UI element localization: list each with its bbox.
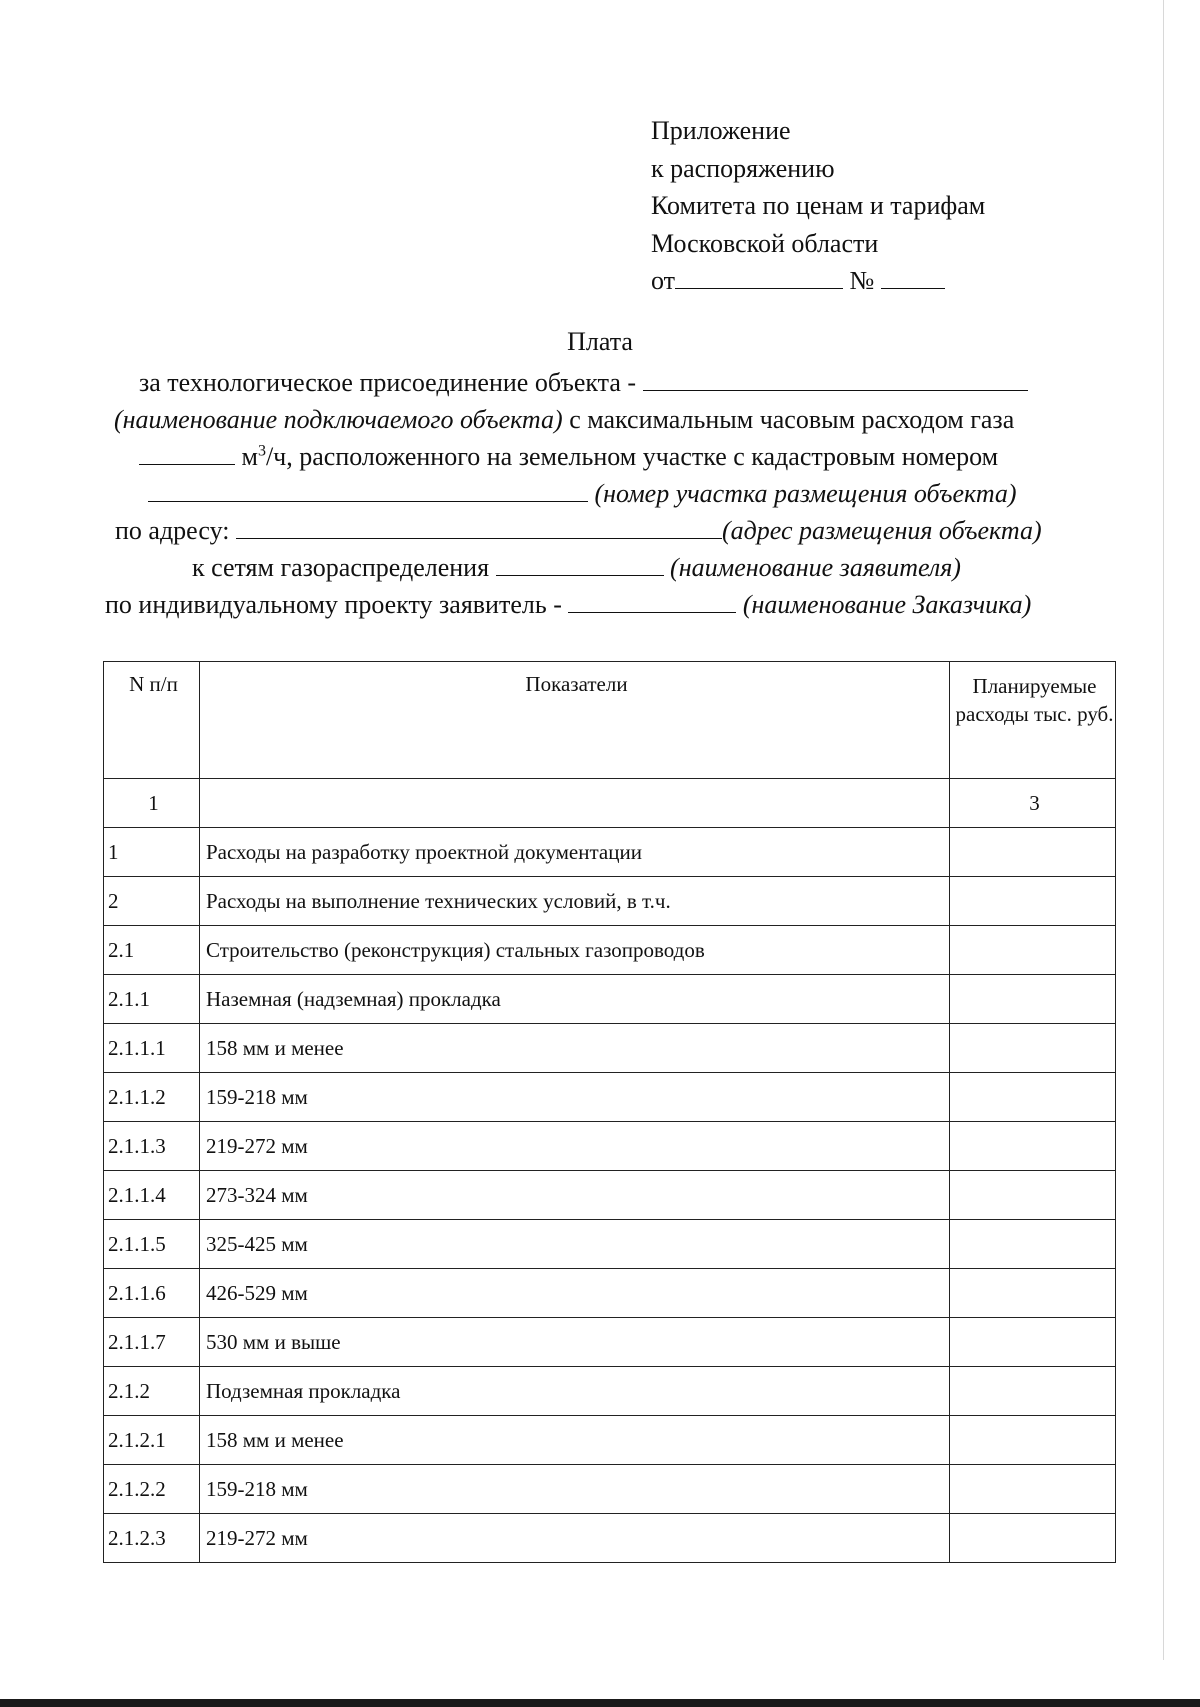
row-planned-cost <box>950 828 1116 877</box>
row-number: 2.1.2 <box>104 1367 200 1416</box>
row-planned-cost <box>950 1269 1116 1318</box>
row-number: 2.1.1.1 <box>104 1024 200 1073</box>
unit-text: м <box>235 442 258 471</box>
document-title: Плата <box>567 327 633 356</box>
row-indicator: 273-324 мм <box>200 1171 950 1220</box>
title-line-2 <box>114 402 1014 438</box>
title-line-7 <box>105 587 1031 623</box>
address-blank <box>236 518 722 539</box>
number-blank <box>881 268 945 289</box>
number-sign: № <box>849 266 875 295</box>
row-indicator: 219-272 мм <box>200 1122 950 1171</box>
row-number: 2.1.2.1 <box>104 1416 200 1465</box>
row-planned-cost <box>950 1416 1116 1465</box>
row-indicator: 219-272 мм <box>200 1514 950 1563</box>
customer-blank <box>568 592 736 613</box>
table-body <box>104 828 1116 1563</box>
title-text: /ч, расположенного на земельном участке с кадастровым номером <box>265 442 999 471</box>
title-text: по индивидуальному проекту заявитель - <box>105 590 562 619</box>
annex-line: Комитета по ценам и тарифам <box>651 191 986 220</box>
annex-block <box>651 112 985 300</box>
scan-edge-line <box>1163 0 1164 1660</box>
object-name-hint: (наименование подключаемого объекта) <box>114 405 563 434</box>
row-number: 2.1.1.3 <box>104 1122 200 1171</box>
title-line-1 <box>139 365 1028 401</box>
row-number: 2.1.2.2 <box>104 1465 200 1514</box>
annex-date-line <box>651 262 985 300</box>
annex-line: Московской области <box>651 228 879 258</box>
row-number: 2 <box>104 877 200 926</box>
table-row <box>104 975 1116 1024</box>
row-planned-cost <box>950 1465 1116 1514</box>
row-indicator: 325-425 мм <box>200 1220 950 1269</box>
row-indicator: Расходы на выполнение технических условий, в т.ч. <box>200 877 950 926</box>
row-indicator: 158 мм и менее <box>200 1416 950 1465</box>
row-planned-cost <box>950 1171 1116 1220</box>
table-row <box>104 1367 1116 1416</box>
header-num: N п/п <box>104 662 200 779</box>
row-number: 2.1.1.6 <box>104 1269 200 1318</box>
row-number: 2.1.1.2 <box>104 1073 200 1122</box>
table-row <box>104 1220 1116 1269</box>
row-number: 2.1.1.5 <box>104 1220 200 1269</box>
row-number: 2.1.2.3 <box>104 1514 200 1563</box>
table-row <box>104 1416 1116 1465</box>
title-line-5 <box>115 513 1042 549</box>
row-indicator: Расходы на разработку проектной документации <box>200 828 950 877</box>
row-number: 2.1.1.4 <box>104 1171 200 1220</box>
table-index-row <box>104 779 1116 828</box>
scan-bottom-bar <box>0 1699 1200 1707</box>
row-indicator: Строительство (реконструкция) стальных газопроводов <box>200 926 950 975</box>
object-blank <box>643 370 1028 391</box>
plot-number-hint: (номер участка размещения объекта) <box>594 479 1017 508</box>
customer-hint: (наименование Заказчика) <box>742 590 1032 619</box>
row-planned-cost <box>950 1024 1116 1073</box>
annex-line: Приложение <box>651 116 791 145</box>
header-cost: Планируемые расходы тыс. руб. <box>950 662 1116 779</box>
table-header-row <box>104 662 1116 779</box>
title-text: за технологическое присоединение объекта - <box>139 368 637 397</box>
table-row <box>104 1318 1116 1367</box>
row-indicator: 530 мм и выше <box>200 1318 950 1367</box>
index-cell <box>200 779 950 828</box>
row-planned-cost <box>950 1367 1116 1416</box>
title-text: по адресу: <box>115 516 230 545</box>
row-number: 1 <box>104 828 200 877</box>
row-planned-cost <box>950 1073 1116 1122</box>
table-row <box>104 1171 1116 1220</box>
row-planned-cost <box>950 926 1116 975</box>
row-indicator: Наземная (надземная) прокладка <box>200 975 950 1024</box>
row-indicator: 159-218 мм <box>200 1073 950 1122</box>
row-indicator: 158 мм и менее <box>200 1024 950 1073</box>
gas-flow-blank <box>139 444 235 465</box>
date-blank <box>675 268 843 289</box>
title-line-4 <box>148 476 1017 512</box>
title-text: с максимальным часовым расходом газа <box>562 405 1015 434</box>
table-row <box>104 1269 1116 1318</box>
unit-superscript: 3 <box>257 442 266 460</box>
row-indicator: 159-218 мм <box>200 1465 950 1514</box>
applicant-blank <box>496 555 664 576</box>
header-indicators: Показатели <box>200 662 950 779</box>
table-row <box>104 1024 1116 1073</box>
table-row <box>104 1465 1116 1514</box>
row-planned-cost <box>950 1122 1116 1171</box>
table-row <box>104 1073 1116 1122</box>
index-cell: 3 <box>950 779 1116 828</box>
title-text: к сетям газораспределения <box>192 553 490 582</box>
date-prefix: от <box>651 266 676 295</box>
row-number: 2.1 <box>104 926 200 975</box>
row-planned-cost <box>950 1514 1116 1563</box>
row-planned-cost <box>950 1220 1116 1269</box>
applicant-hint: (наименование заявителя) <box>670 553 961 582</box>
annex-line: к распоряжению <box>651 153 835 183</box>
title-line-3 <box>139 439 998 475</box>
table-row <box>104 828 1116 877</box>
row-indicator: Подземная прокладка <box>200 1367 950 1416</box>
table-row <box>104 877 1116 926</box>
row-number: 2.1.1.7 <box>104 1318 200 1367</box>
row-indicator: 426-529 мм <box>200 1269 950 1318</box>
table-row <box>104 1122 1116 1171</box>
table-row <box>104 926 1116 975</box>
row-planned-cost <box>950 877 1116 926</box>
index-cell: 1 <box>104 779 200 828</box>
table-row <box>104 1514 1116 1563</box>
row-planned-cost <box>950 1318 1116 1367</box>
cost-table <box>103 661 1116 1563</box>
address-hint: (адрес размещения объекта) <box>721 516 1042 545</box>
cadastral-blank <box>148 481 588 502</box>
row-number: 2.1.1 <box>104 975 200 1024</box>
row-planned-cost <box>950 975 1116 1024</box>
title-line-6 <box>192 550 961 586</box>
